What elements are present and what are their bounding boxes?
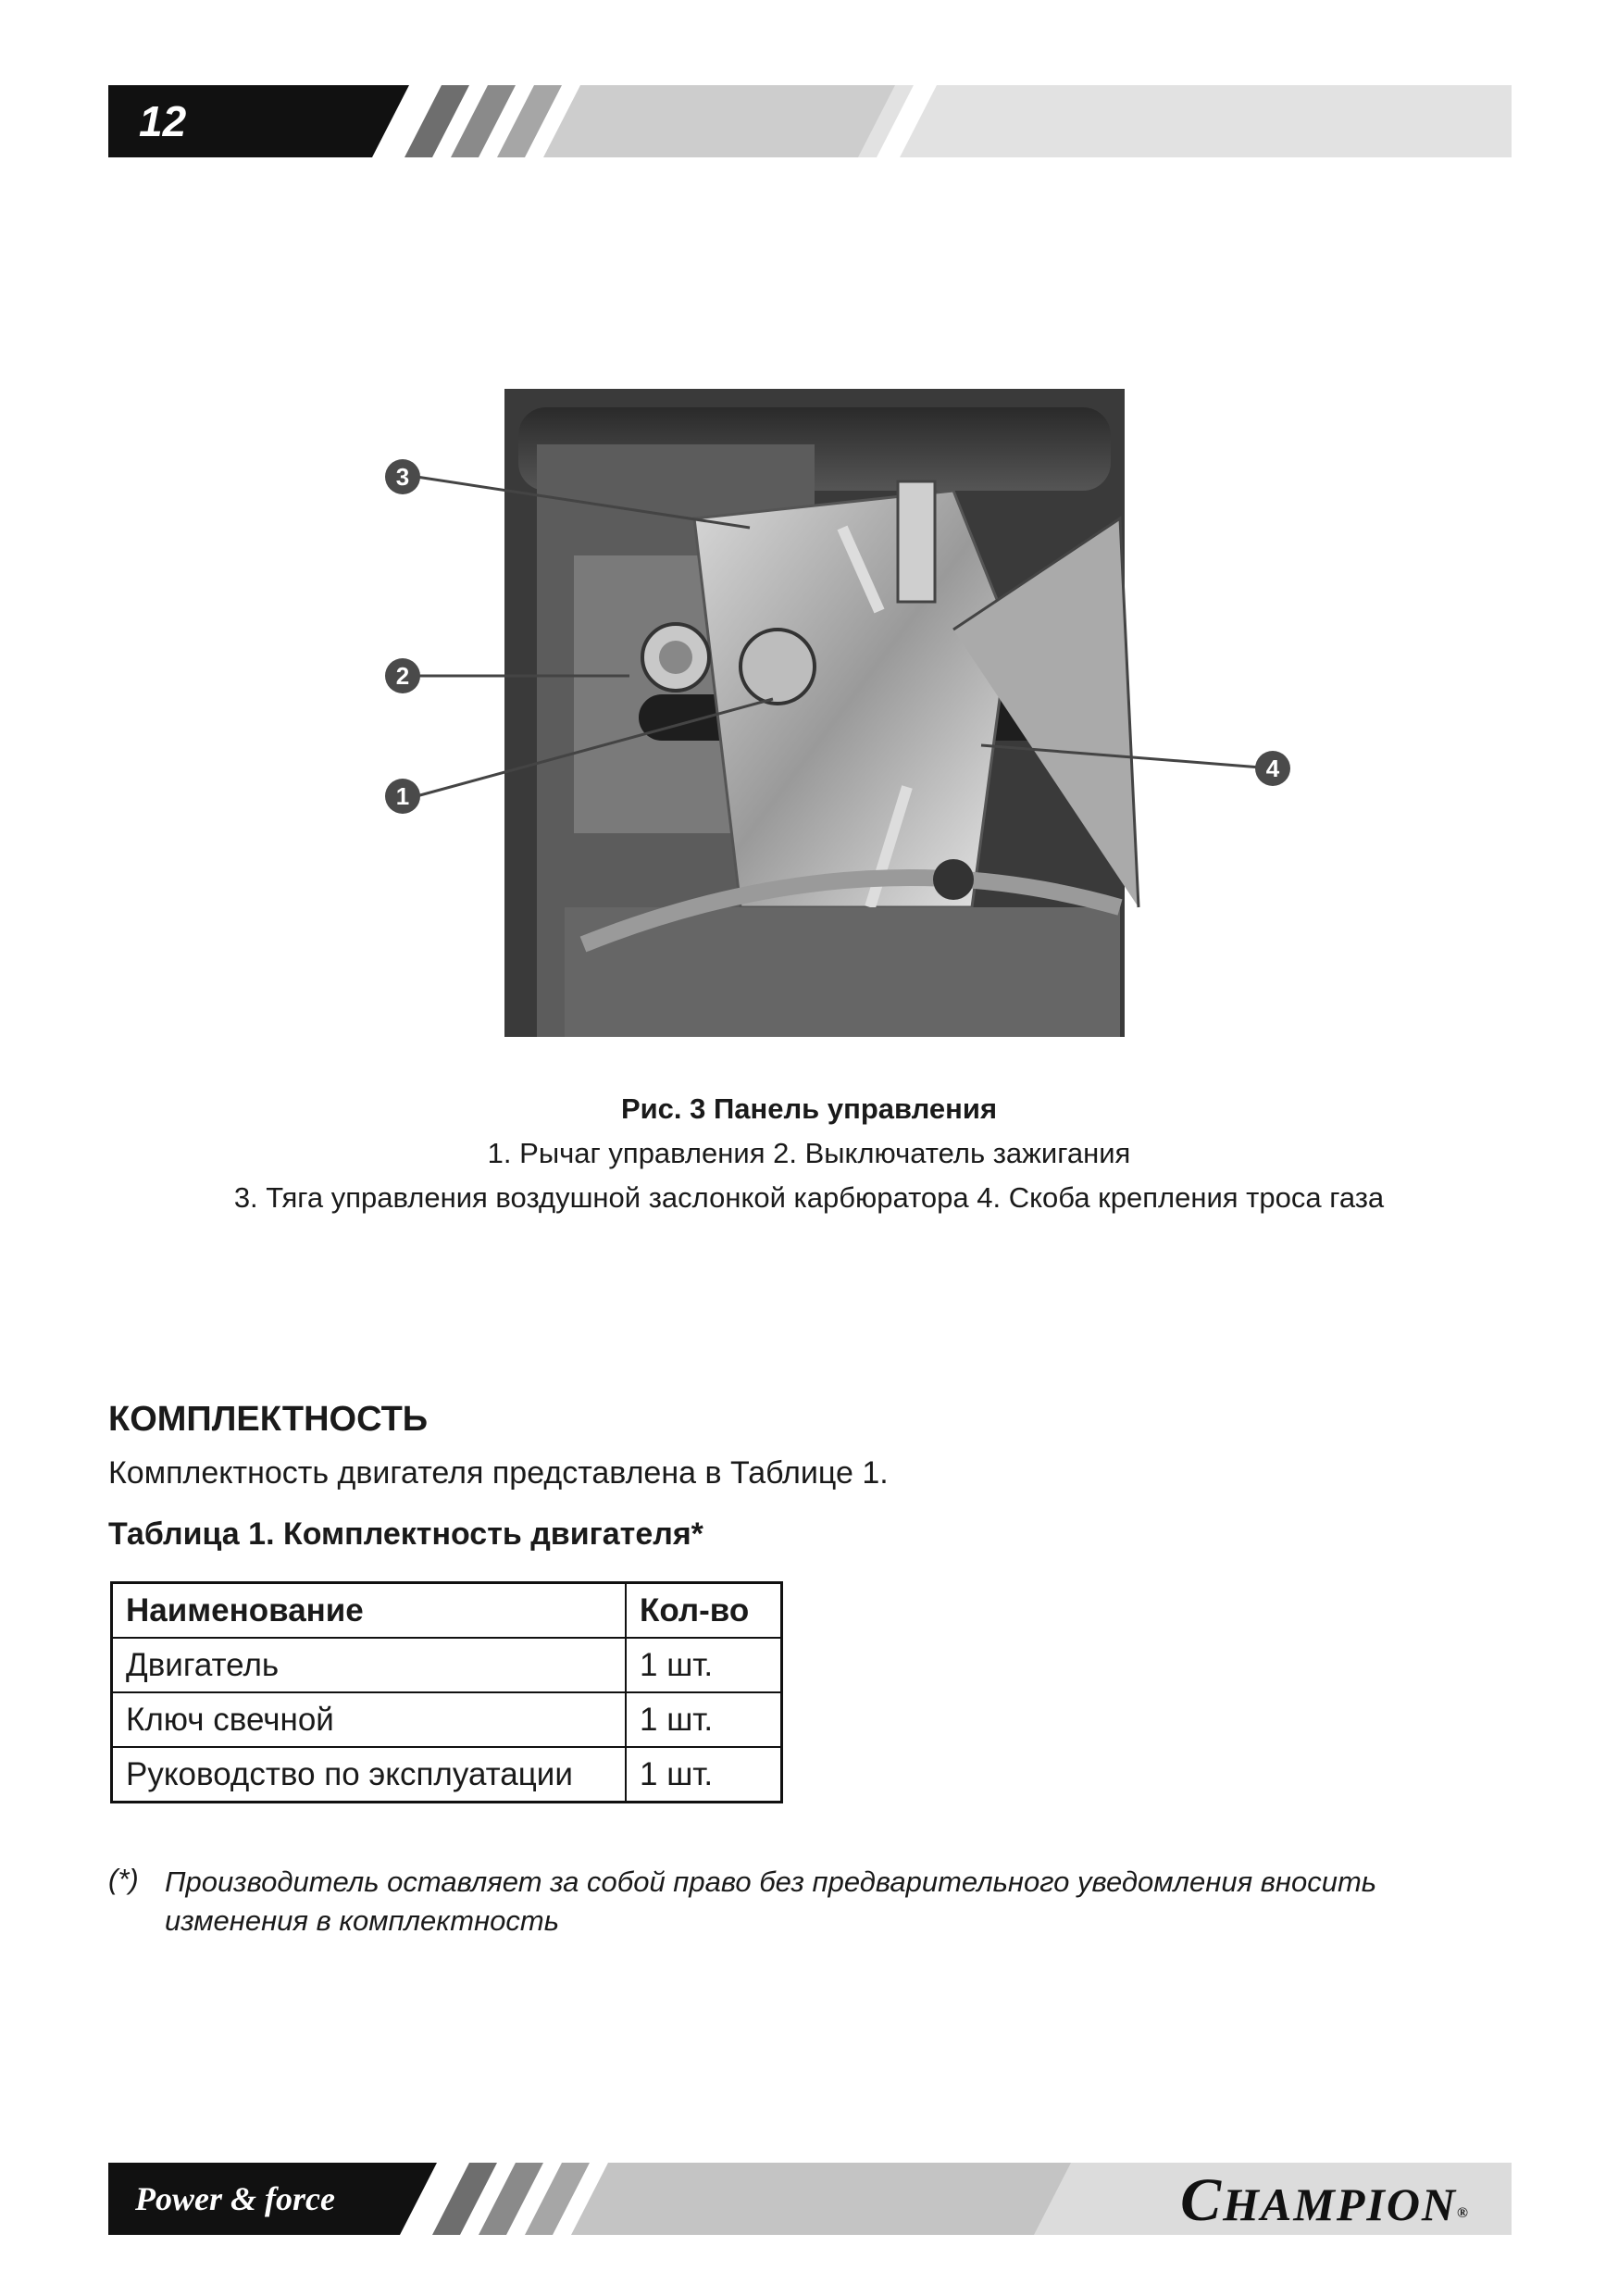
- table-header-qty: Кол-во: [626, 1583, 782, 1639]
- table-cell-name: Ключ свечной: [112, 1692, 627, 1747]
- table-cell-name: Двигатель: [112, 1638, 627, 1692]
- figure-caption-line: 3. Тяга управления воздушной заслонкой карбюратора 4. Скоба крепления троса газа: [233, 1181, 1385, 1214]
- table-title: Таблица 1. Комплектность двигателя*: [108, 1516, 703, 1552]
- kit-table: [110, 1581, 783, 1803]
- table-row: [112, 1638, 782, 1692]
- page-number: 12: [139, 97, 187, 145]
- header-band: [108, 85, 1512, 157]
- footnote-text: Производитель оставляет за собой право без предварительного уведомления вносить изменения в комплектность: [165, 1866, 1377, 1937]
- brand-logo: CHAMPION®: [1180, 2166, 1470, 2234]
- table-cell-qty: 1 шт.: [626, 1692, 782, 1747]
- callout-4: 4: [1265, 755, 1280, 782]
- table-header-name: Наименование: [112, 1583, 627, 1639]
- callout-2: 2: [395, 662, 410, 690]
- table-cell-qty: 1 шт.: [626, 1747, 782, 1803]
- callout-1: 1: [395, 782, 410, 810]
- control-panel-figure: [305, 389, 1324, 1055]
- table-row: [112, 1692, 782, 1747]
- table-cell-name: Руководство по эксплуатации: [112, 1747, 627, 1803]
- figure-caption-title: Рис. 3 Панель управления: [620, 1092, 998, 1125]
- section-intro: Комплектность двигателя представлена в Таблице 1.: [108, 1455, 889, 1491]
- table-header-row: [112, 1583, 782, 1639]
- slogan: Power & force: [135, 2180, 335, 2217]
- figure-caption-line: 1. Рычаг управления 2. Выключатель зажигания: [487, 1137, 1131, 1169]
- footnote-mark: (*): [108, 1863, 139, 1895]
- table-cell-qty: 1 шт.: [626, 1638, 782, 1692]
- callout-3: 3: [395, 463, 410, 491]
- table-row: [112, 1747, 782, 1803]
- section-heading: КОМПЛЕКТНОСТЬ: [108, 1400, 429, 1439]
